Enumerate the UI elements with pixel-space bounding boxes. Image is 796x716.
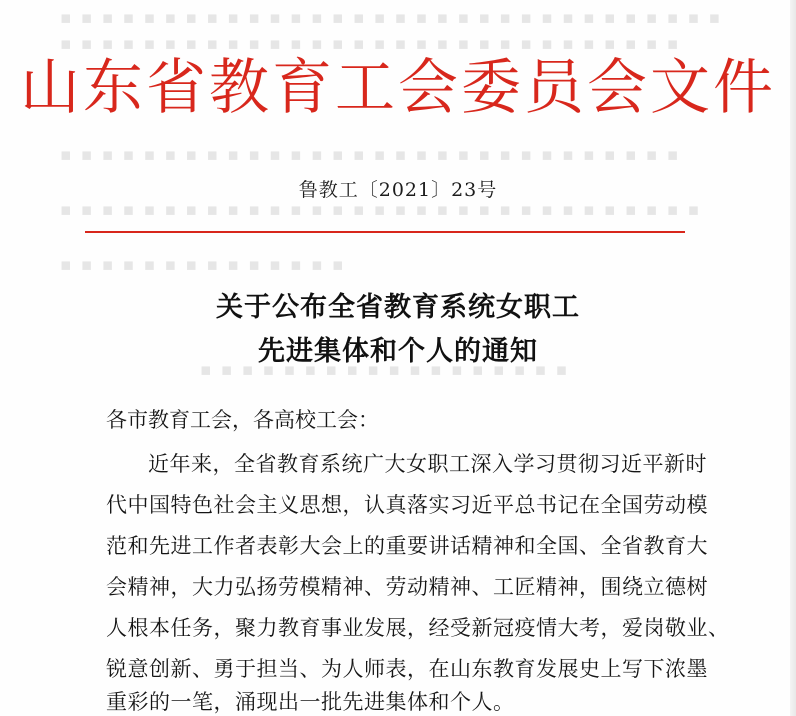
body-line: 锐意创新、勇于担当、为人师表，在山东教育发展史上写下浓墨 xyxy=(106,657,708,681)
notice-title-line-1: 关于公布全省教育系统女职工 xyxy=(216,292,580,323)
red-separator-line xyxy=(85,231,685,233)
body-line: 范和先进工作者表彰大会上的重要讲话精神和全国、全省教育大 xyxy=(106,534,708,558)
bleed-through-texture: ▪ ▪ ▪ ▪ ▪ ▪ ▪ ▪ ▪ ▪ ▪ ▪ ▪ ▪ ▪ ▪ ▪ ▪ xyxy=(200,360,570,380)
salutation: 各市教育工会，各高校工会： xyxy=(106,408,379,432)
bleed-through-texture: ▪ ▪ ▪ ▪ ▪ ▪ ▪ ▪ ▪ ▪ ▪ ▪ ▪ ▪ ▪ ▪ ▪ ▪ ▪ ▪ ▪ ▪ ▪ ▪ ▪ ▪ ▪ ▪ ▪ ▪ ▪ xyxy=(60,200,702,220)
body-line: 人根本任务，聚力教育事业发展，经受新冠疫情大考，爱岗敬业、 xyxy=(106,616,730,640)
body-line: 重彩的一笔，涌现出一批先进集体和个人。 xyxy=(106,690,515,714)
bleed-through-texture: ▪ ▪ ▪ ▪ ▪ ▪ ▪ ▪ ▪ ▪ ▪ ▪ ▪ ▪ ▪ ▪ ▪ ▪ ▪ ▪ ▪ ▪ ▪ ▪ ▪ ▪ ▪ ▪ ▪ ▪ xyxy=(60,145,681,165)
notice-title-line-2: 先进集体和个人的通知 xyxy=(258,336,538,367)
bleed-through-texture: ▪ ▪ ▪ ▪ ▪ ▪ ▪ ▪ ▪ ▪ ▪ ▪ ▪ ▪ ▪ ▪ ▪ ▪ ▪ ▪ ▪ ▪ ▪ ▪ ▪ ▪ ▪ ▪ ▪ ▪ xyxy=(60,34,681,54)
bleed-through-texture: ▪ ▪ ▪ ▪ ▪ ▪ ▪ ▪ ▪ ▪ ▪ ▪ ▪ ▪ xyxy=(60,255,346,275)
letterhead-title: 山东省教育工会委员会文件 xyxy=(20,53,776,123)
body-line: 会精神，大力弘扬劳模精神、劳动精神、工匠精神，围绕立德树 xyxy=(106,575,708,599)
body-line: 近年来，全省教育系统广大女职工深入学习贯彻习近平新时 xyxy=(148,452,707,476)
page-edge-shadow xyxy=(790,0,796,716)
document-number: 鲁教工〔2021〕23号 xyxy=(298,179,498,201)
body-line: 代中国特色社会主义思想，认真落实习近平总书记在全国劳动模 xyxy=(106,493,708,517)
bleed-through-texture: ▪ ▪ ▪ ▪ ▪ ▪ ▪ ▪ ▪ ▪ ▪ ▪ ▪ ▪ ▪ ▪ ▪ ▪ ▪ ▪ ▪ ▪ ▪ ▪ ▪ ▪ ▪ ▪ ▪ ▪ ▪ ▪ xyxy=(60,8,723,28)
